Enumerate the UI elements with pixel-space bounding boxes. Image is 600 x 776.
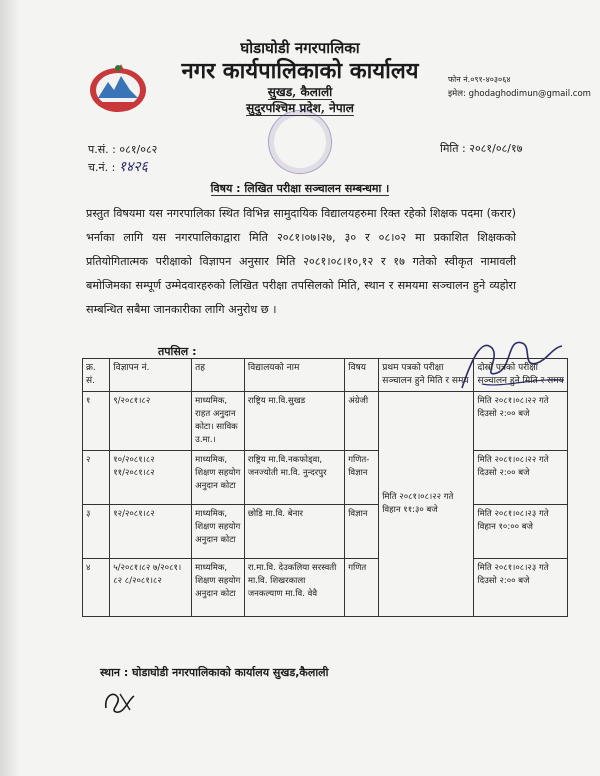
cell-serial: ३	[83, 505, 110, 559]
schedule-heading: तपसिल :	[158, 345, 197, 358]
cell-advertisement-no: १०/२०८१।८२ ११/२०८१।८२	[110, 451, 192, 505]
col-level: तह	[192, 359, 245, 392]
cell-level: माध्यमिक, राहत अनुदान कोटा। साविक उ.मा.।	[192, 392, 245, 451]
letter-ref-number: प.सं. : ०८१/०८२	[88, 143, 158, 156]
cell-serial: ४	[83, 559, 110, 617]
table-row	[83, 559, 568, 617]
table-row	[83, 451, 568, 505]
table-row	[83, 505, 568, 559]
dispatch-number-value: १४२६	[118, 159, 148, 175]
dispatch-number: च.नं. : १४२६	[88, 159, 148, 175]
cell-second-paper: मिति २०८१।०८।२२ गते दिउसो २:०० बजे	[474, 451, 568, 505]
cell-level: माध्यमिक, शिक्षण सहयोग अनुदान कोटा	[192, 505, 245, 559]
municipality-name: घोडाघोडी नगरपालिका	[240, 39, 360, 57]
cell-school-name: राष्ट्रिय मा.वि.सुखड	[244, 392, 344, 451]
cell-advertisement-no: ९/२०८१।८२	[110, 392, 192, 451]
cell-second-paper: मिति २०८१।०८।२३ गते विहान १०:०० बजे	[474, 505, 568, 559]
cell-serial: २	[83, 451, 110, 505]
cell-subject: अंग्रेजी	[345, 392, 379, 451]
cell-serial: १	[83, 392, 110, 451]
table-row	[83, 392, 568, 451]
scan-edge-shadow	[0, 0, 20, 776]
office-province: सुदुरपश्चिम प्रदेश, नेपाल	[246, 101, 354, 115]
col-school-name: विद्यालयको नाम	[244, 359, 344, 392]
cell-advertisement-no: १२/२०८१।८२	[110, 505, 192, 559]
cell-school-name: छोडि मा.वि. बेनार	[244, 505, 344, 559]
cell-school-name: रा.मा.वि. देउकलिया सरस्वती मा.वि. शिखरकाला जनकल्याण मा.वि. वेवै	[244, 559, 344, 617]
cell-advertisement-no: ५/२०८१।८२ ७/२०८१।८२ ८/२०८१।८२	[110, 559, 192, 617]
exam-venue: स्थान : घोडाघोडी नगरपालिकाको कार्यालय सुखड,कैलाली	[100, 666, 329, 679]
cell-first-paper-common: मिति २०८१।०८।२२ गते विहान ११:३० बजे	[379, 392, 474, 617]
cell-subject: गणित-विज्ञान	[345, 451, 379, 505]
letter-body: प्रस्तुत विषयमा यस नगरपालिका स्थित विभिन्न सामुदायिक विद्यालयहरुमा रिक्त रहेको शिक्षक पदमा (करार) भर्नाका लागि यस नगरपालिकाद्वारा मिति २०८१।०७।२७, ३० र ०८।०२ मा प्रकाशित शिक्षकको प्रतियोगितात्मक परीक्षाको विज्ञापन अनुसार मिति २०८१।०८।१०,१२ र १७ गतेको स्वीकृत नामावली बमोजिमका सम्पूर्ण उम्मेदवारहरुको लिखित परीक्षा तपसिलको मिति, स्थान र समयमा सञ्चालन हुने व्यहोरा सम्बन्धित सबैमा जानकारीका लागि अनुरोध छ ।	[86, 207, 516, 316]
email-address: इमेल: ghodaghodimun@gmail.com	[448, 89, 591, 99]
col-serial: क्र. सं.	[83, 359, 110, 392]
cell-second-paper: मिति २०८१।०८।२३ गते दिउसो २:०० बजे	[474, 559, 568, 617]
cell-subject: विज्ञान	[345, 505, 379, 559]
cell-level: माध्यमिक, शिक्षण सहयोग अनुदान कोटा	[192, 451, 245, 505]
col-second-paper: दोस्रो पत्रको परीक्षा सञ्चालन हुने मिति र समय	[474, 359, 568, 392]
table-header-row	[83, 359, 568, 392]
col-advertisement-no: विज्ञापन नं.	[110, 359, 192, 392]
office-name: नगर कार्यपालिकाको कार्यालय	[181, 58, 419, 84]
cell-school-name: राष्ट्रिय मा.वि.नकफोड्वा, जनज्योती मा.वि. नुन्दरपुर	[244, 451, 344, 505]
cell-subject: गणित	[345, 559, 379, 617]
col-subject: विषय	[345, 359, 379, 392]
phone-number: फोन नं.०९१-४०३०६४	[448, 75, 511, 84]
cell-second-paper: मिति २०८१।०८।२२ गते दिउसो २:०० बजे	[474, 392, 568, 451]
office-place: सुखड, कैलाली	[267, 85, 333, 99]
col-first-paper: प्रथम पत्रको परीक्षा सञ्चालन हुने मिति र समय	[379, 359, 474, 392]
letter-date: मिति : २०८१/०८/१७	[440, 142, 523, 155]
handwritten-initial	[100, 686, 138, 716]
exam-schedule-table	[82, 358, 568, 617]
cell-level: माध्यमिक, शिक्षण सहयोग अनुदान कोटा	[192, 559, 245, 617]
letter-subject: विषय : लिखित परीक्षा सञ्चालन सम्बन्धमा ।	[210, 182, 390, 195]
